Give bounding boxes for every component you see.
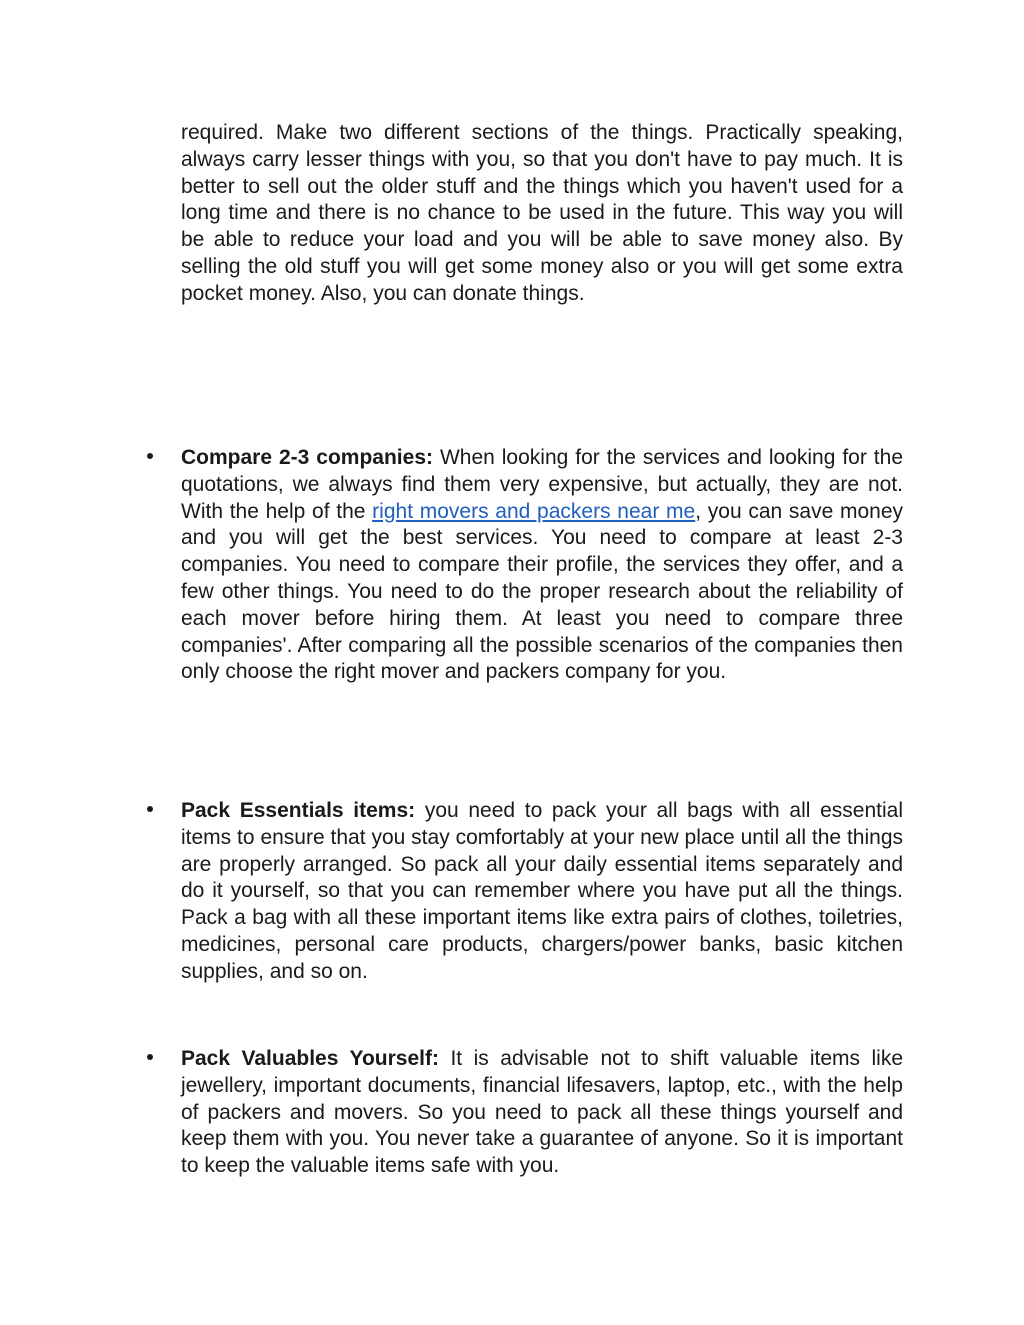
bullet-icon — [147, 798, 153, 825]
list-item-compare-companies — [181, 445, 903, 686]
item-heading: Compare 2-3 companies: — [181, 446, 433, 469]
list-item-pack-essentials — [181, 798, 903, 986]
item-heading: Pack Valuables Yourself: — [181, 1047, 439, 1070]
item-text: When looking for the services and looking for the quotations, we always find them very expensive, but actually, they are not. With the help of the — [181, 446, 904, 523]
movers-packers-link[interactable]: right movers and packers near me — [372, 499, 696, 523]
bullet-icon — [147, 1046, 153, 1073]
intro-text: required. Make two different sections of the things. Practically speaking, always carry lesser things with you, so that you don't have to pay much. It is better to sell out the older stuff and the things which you haven't used for a long time and there is no chance to be used in the future. This way you will be able to reduce your load and you will be able to save money also. By selling the old stuff you will get some money also or you will get some extra pocket money. Also, you can donate things. — [181, 121, 903, 305]
item-text: you need to pack your all bags with all essential items to ensure that you stay comfortably at your new place until all the things are properly arranged. So pack all your daily essential items separately and do it yourself, so that you can remember where you have put all the things. Pack a bag with all these important items like extra pairs of clothes, toiletries, medicines, personal care products, chargers/power banks, basic kitchen supplies, and so on. — [181, 799, 903, 983]
bullet-icon — [147, 445, 153, 472]
list-item-pack-valuables — [181, 1046, 903, 1180]
item-text: It is advisable not to shift valuable items like jewellery, important documents, financial lifesavers, laptop, etc., with the help of packers and movers. So you need to pack all these things yourself and keep them with you. You never take a guarantee of anyone. So it is important to keep the valuable items safe with you. — [181, 1047, 904, 1178]
item-text: , you can save money and you will get the best services. You need to compare at least 2-3 companies. You need to compare their profile, the services they offer, and a few other things. You need to do the proper research about the reliability of each mover before hiring them. At least you need to compare three companies'. After comparing all the possible scenarios of the companies then only choose the right mover and packers company for you. — [181, 499, 904, 684]
intro-paragraph — [181, 120, 903, 308]
item-heading: Pack Essentials items: — [181, 799, 416, 822]
